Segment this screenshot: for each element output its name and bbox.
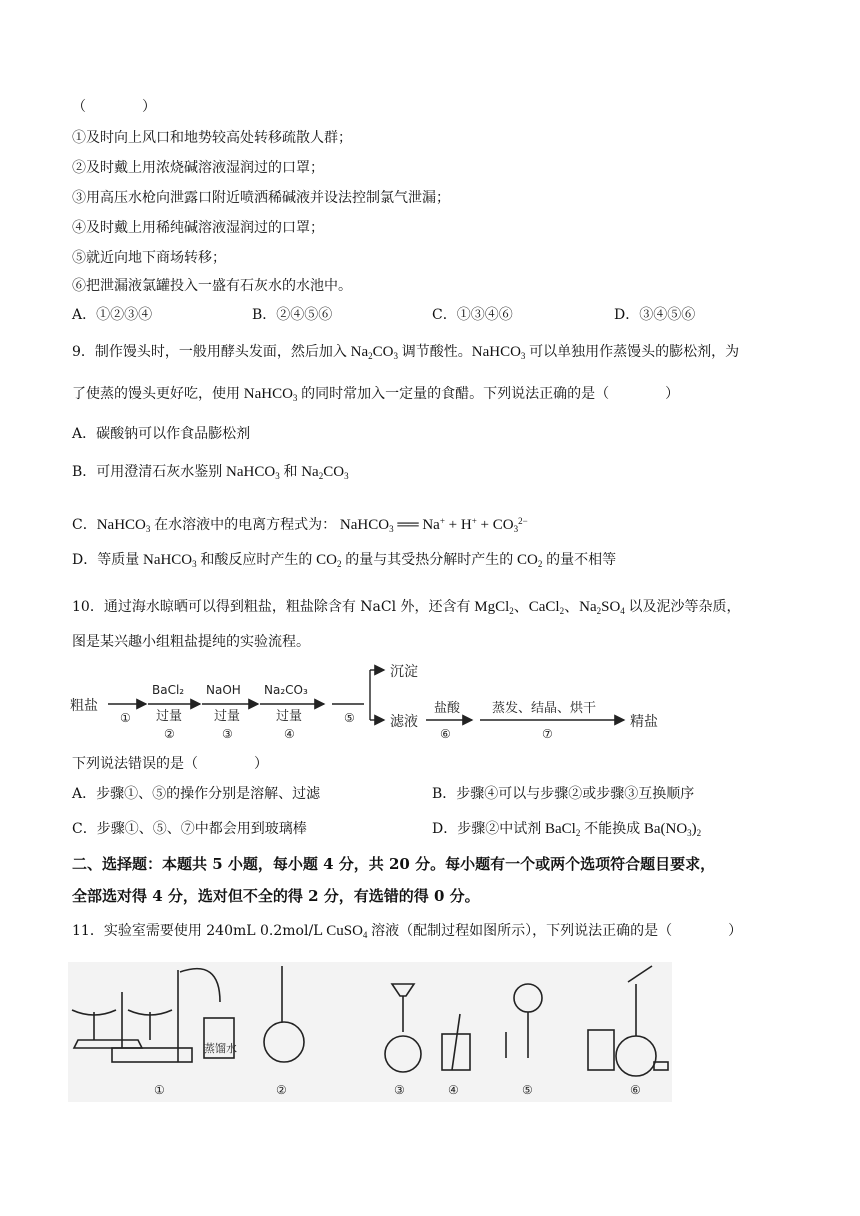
q10-option-c: C．步骤①、⑤、⑦中都会用到玻璃棒 [72, 821, 307, 837]
q8-item-6: ⑥把泄漏液氯罐投入一盛有石灰水的水池中。 [72, 278, 352, 294]
flow-step-5: ⑤ [344, 711, 355, 725]
q10-ask: 下列说法错误的是（ ） [72, 756, 268, 772]
flow-amount-4: 过量 [276, 709, 303, 724]
q8-item-3: ③用高压水枪向泄露口附近喷洒稀碱液并设法控制氯气泄漏； [72, 190, 450, 206]
q10-option-a: A．步骤①、⑤的操作分别是溶解、过滤 [72, 786, 321, 802]
flow-step-3: ③ [222, 727, 233, 741]
apparatus-label-3: ③ [394, 1083, 405, 1097]
purification-flow-diagram [68, 660, 680, 750]
section-2-heading-line-1: 二、选择题：本题共 5 小题，每小题 4 分，共 20 分。每小题有一个或两个选项符合题目要求， [72, 855, 716, 873]
flow-step-7: ⑦ [542, 727, 553, 741]
q8-option-b: B．②④⑤⑥ [252, 307, 333, 323]
flow-step-6: ⑥ [440, 727, 451, 741]
section-2-heading-line-2: 全部选对得 4 分，选对但不全的得 2 分，有选错的得 0 分。 [72, 887, 480, 905]
flow-reagent-3: NaOH [206, 683, 241, 697]
q10-stem-line-2: 图是某兴趣小组粗盐提纯的实验流程。 [72, 634, 310, 650]
flow-reagent-2: BaCl₂ [152, 683, 185, 697]
q9-stem-line-1: 9．制作馒头时，一般用酵头发面，然后加入 $Na_2CO_3$ 调节酸性。NaHCO$_3$ 可以单独用作蒸馒头的膨松剂，为 [72, 344, 740, 361]
apparatus-label-6: ⑥ [630, 1083, 641, 1097]
solution-preparation-apparatus-figure [68, 962, 672, 1102]
flow-step-4: ④ [284, 727, 295, 741]
flow-amount-3: 过量 [214, 709, 241, 724]
flow-filtrate: 滤液 [390, 714, 418, 730]
q9-option-c: C．NaHCO$_3$ 在水溶液中的电离方程式为： NaHCO$_3$ ══ $Na^+ + H^+ + CO_3^{2-}$ [72, 516, 528, 534]
q8-item-4: ④及时戴上用稀纯碱溶液湿润过的口罩； [72, 220, 324, 236]
flow-step-2: ② [164, 727, 175, 741]
q9-option-d: D．等质量 NaHCO$_3$ 和酸反应时产生的 $CO_2$ 的量与其受热分解时产生的 $CO_2$ 的量不相等 [72, 552, 617, 569]
q8-option-c: C．①③④⑥ [432, 307, 513, 323]
apparatus-label-1: ① [154, 1083, 165, 1097]
flow-reagent-6: 盐酸 [434, 701, 461, 716]
q10-option-d: D．步骤②中试剂 BaCl$_2$ 不能换成 $Ba(NO_3)_2$ [432, 821, 702, 838]
flow-step-1: ① [120, 711, 131, 725]
q9-option-b: B．可用澄清石灰水鉴别 NaHCO$_3$ 和 $Na_2CO_3$ [72, 464, 349, 481]
q8-option-d: D．③④⑤⑥ [614, 307, 696, 323]
q8-item-2: ②及时戴上用浓烧碱溶液湿润过的口罩； [72, 160, 324, 176]
flow-precipitate: 沉淀 [390, 664, 418, 680]
flow-amount-2: 过量 [156, 709, 183, 724]
q8-item-5: ⑤就近向地下商场转移； [72, 250, 226, 266]
q11-stem: 11．实验室需要使用 240mL 0.2mol/L CuSO$_4$ 溶液（配制过程如图所示），下列说法正确的是（ ） [72, 923, 743, 940]
q9-option-a: A．碳酸钠可以作食品膨松剂 [72, 426, 251, 442]
q9-stem-line-2: 了使蒸的馒头更好吃，使用 NaHCO$_3$ 的同时常加入一定量的食醋。下列说法正确的是（ ） [72, 386, 680, 403]
flow-reagent-7: 蒸发、结晶、烘干 [492, 701, 597, 716]
water-label: 蒸馏水 [204, 1042, 237, 1055]
flow-reagent-4: Na₂CO₃ [264, 683, 308, 697]
q10-option-b: B．步骤④可以与步骤②或步骤③互换顺序 [432, 786, 695, 802]
apparatus-label-5: ⑤ [522, 1083, 533, 1097]
q8-option-a: A．①②③④ [72, 307, 153, 323]
flow-start: 粗盐 [70, 698, 98, 714]
q8-paren: （ ） [72, 99, 156, 115]
apparatus-label-4: ④ [448, 1083, 459, 1097]
flow-end: 精盐 [630, 714, 658, 730]
q10-stem-line-1: 10．通过海水晾晒可以得到粗盐，粗盐除含有 NaCl 外，还含有 MgCl$_2$、CaCl$_2$、$Na_2SO_4$ 以及泥沙等杂质， [72, 599, 741, 616]
q8-item-1: ①及时向上风口和地势较高处转移疏散人群； [72, 130, 352, 146]
apparatus-label-2: ② [276, 1083, 287, 1097]
